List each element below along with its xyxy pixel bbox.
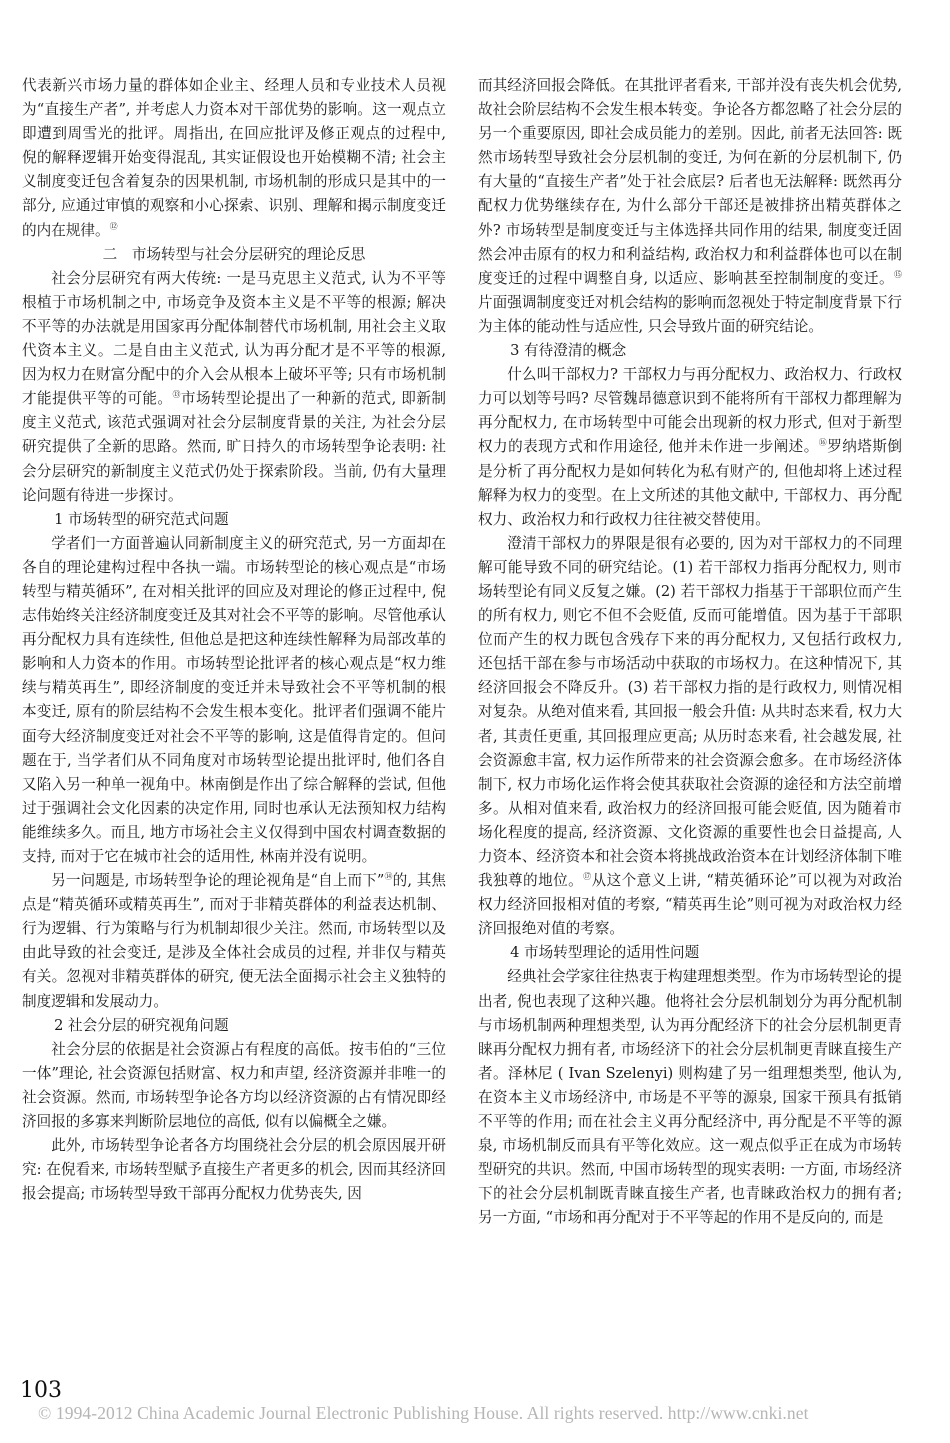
footnote-ref[interactable]: ⑫ [109, 221, 118, 231]
section-heading: 二 市场转型与社会分层研究的理论反思 [102, 245, 366, 263]
paragraph: 另一问题是, 市场转型争论的理论视角是“自上而下”⑭的, 其焦点是“精英循环或精英再生”, 而对于非精英群体的利益表达机制、行为逻辑、行为策略与行为机制却很少关注。然而, 市场转型以及由此导致的社会变迁, 是涉及全体社会成员的过程, 并非仅与精英有关。忽视对非精英群体的研究, 便无法全面揭示社会主义独特的制度逻辑和发展动力。 [22, 872, 447, 1010]
footnote-ref[interactable]: ⑯ [818, 438, 828, 448]
paragraph: 此外, 市场转型争论者各方均围绕社会分层的机会原因展开研究: 在倪看来, 市场转型赋予直接生产者更多的机会, 因而其经济回报会提高; 市场转型导致干部再分配权力优势丧失, 因 [22, 1137, 446, 1203]
paragraph: 经典社会学家往往热衷于构建理想类型。作为市场转型论的提出者, 倪也表现了这种兴趣。他将社会分层机制划分为再分配机制与市场机制两种理想类型, 认为再分配经济下的社会分层机制更青睐再分配权力拥有者, 市场经济下的社会分层机制更青睐直接生产者。泽林尼 ( Ivan Szelenyi) 则构建了另一组理想类型, 他认为, 在资本主义市场经济中, 市场是不平等的源泉, 国家干预具有抵销不平等的作用; 而在社会主义再分配经济中, 再分配是不平等的源泉, 市场机制反而具有平等化效应。这一观点似乎正在成为市场转型研究的共识。然而, 中国市场转型的现实表明: 一方面, 市场经济下的社会分层机制既青睐直接生产者, 也青睐政治权力的拥有者; 另一方面, “市场和再分配对于不平等起的作用不是反向的, 而是 [478, 968, 902, 1227]
copyright-footer: © 1994-2012 China Academic Journal Electronic Publishing House. All rights reserved. http://www.cnki.net [38, 1403, 809, 1423]
paragraph: 社会分层的依据是社会资源占有程度的高低。按韦伯的“三位一体”理论, 社会资源包括财富、权力和声望, 经济资源并非唯一的社会资源。然而, 市场转型争论各方均以经济资源的占有情况即经济回报的多寡来判断阶层地位的高低, 似有以偏概全之嫌。 [22, 1040, 446, 1131]
footnote-ref[interactable]: ⑭ [384, 872, 393, 882]
paragraph: 学者们一方面普遍认同新制度主义的研究范式, 另一方面却在各自的理论建构过程中各执一端。市场转型论的核心观点是“市场转型与精英循环”, 在对相关批评的回应及对理论的修正过程中, 倪志伟始终关注经济制度变迁及其对社会不平等的影响。尽管他承认再分配权力具有连续性, 但他总是把这种连续性解释为局部改革的影响和人力资本的作用。市场转型论批评者的核心观点是“权力维续与精英再生”, 即经济制度的变迁并未导致社会不平等机制的根本变迁, 原有的阶层结构不会发生根本变化。批评者们强调不能片面夸大经济制度变迁对社会不平等的影响, 这是值得肯定的。但问题在于, 当学者们从不同角度对市场转型论提出批评时, 他们各自又陷入另一种单一视角中。林南倒是作出了综合解释的尝试, 但他过于强调社会文化因素的决定作用, 同时也承认无法预知权力结构能维续多久。而且, 地方市场社会主义仅得到中国农村调查数据的支持, 而对于它在城市社会的适用性, 林南并没有说明。 [22, 534, 446, 865]
paragraph: 澄清干部权力的界限是很有必要的, 因为对干部权力的不同理解可能导致不同的研究结论。(1) 若干部权力指再分配权力, 则市场转型论有同义反复之嫌。(2) 若干部权力指基于干部职位而产生的所有权力, 则它不但不会贬值, 反而可能增值。因为基于干部职位而产生的权力既包含残存下来的再分配权力, 又包括行政权力, 还包括干部在参与市场活动中获取的市场权力。在这种情况下, 其经济回报会不降反升。(3) 若干部权力指的是行政权力, 则情况相对复杂。从绝对值来看, 其回报一般会升值: 从共时态来看, 权力大者, 其责任更重, 其回报理应更高; 从历时态来看, 社会越发展, 社会资源愈丰富, 权力运作所带来的社会资源会愈多。在市场经济体制下, 权力市场化运作将会使其获取社会资源的途径和方法空前增多。从相对值来看, 政治权力的经济回报可能会贬值, 因为随着市场化程度的提高, 经济资源、文化资源的重要性也会日益提高, 人力资本、经济资本和社会资本将挑战政治资本在计划经济体制下唯我独尊的地位。⑰从这个意义上讲, “精英循环论”可以视为对政治权力经济回报相对值的考察, “精英再生论”则可视为对政治权力经济回报绝对值的考察。 [478, 534, 902, 938]
footnote-ref[interactable]: ⑰ [583, 872, 592, 882]
paragraph: 而其经济回报会降低。在其批评者看来, 干部并没有丧失机会优势, 故社会阶层结构不会发生根本转变。争论各方都忽略了社会分层的另一个重要原因, 即社会成员能力的差别。因此, 前者无法回答: 既然市场转型导致社会分层机制的变迁, 为何在新的分层机制下, 仍有大量的“直接生产者”处于社会底层? 后者也无法解释: 既然再分配权力优势继续存在, 为什么部分干部还是被排挤出精英群体之外? 市场转型是制度变迁与主体选择共同作用的结果, 制度变迁固然会冲击原有的权力和利益结构, 政治权力和利益群体也可以在制度变迁的过程中调整自身, 以适应、影响甚至控制制度的变迁。⑮片面强调制度变迁对机会结构的影响而忽视处于特定制度背景下行为主体的能动性与适应性, 只会导致片面的研究结论。 [478, 77, 902, 335]
paragraph: 什么叫干部权力? 干部权力与再分配权力、政治权力、行政权力可以划等号吗? 尽管魏昂德意识到不能将所有干部权力都理解为再分配权力, 在市场转型中可能会出现新的权力形式, 但对于新型权力的表现方式和作用途径, 他并未作进一步阐述。⑯罗纳塔斯倒是分析了再分配权力是如何转化为私有财产的, 但他却将上述过程解释为权力的变型。在上文所述的其他文献中, 干部权力、再分配权力、政治权力和行政权力往往被交替使用。 [478, 366, 902, 528]
footnote-ref[interactable]: ⑬ [172, 390, 181, 400]
subsection-heading: 1 市场转型的研究范式问题 [54, 510, 229, 528]
footnote-ref[interactable]: ⑮ [894, 269, 902, 279]
paragraph: 社会分层研究有两大传统: 一是马克思主义范式, 认为不平等根植于市场机制之中, 市场竞争及资本主义是不平等的根源; 解决不平等的办法就是用国家再分配体制替代市场机制, 用社会主义取代资本主义。二是自由主义范式, 认为再分配才是不平等的根源, 因为权力在财富分配中的介入会从根本上破坏平等; 只有市场机制才能提供平等的可能。⑬市场转型论提出了一种新的范式, 即新制度主义范式, 该范式强调对社会分层制度背景的关注, 为社会分层研究提供了全新的思路。然而, 旷日持久的市场转型争论表明: 社会分层研究的新制度主义范式仍处于探索阶段。当前, 仍有大量理论问题有待进一步探讨。 [22, 269, 446, 504]
subsection-heading: 4 市场转型理论的适用性问题 [510, 944, 700, 962]
subsection-heading: 2 社会分层的研究视角问题 [54, 1016, 229, 1034]
right-column [478, 74, 902, 1231]
paragraph: 代表新兴市场力量的群体如企业主、经理人员和专业技术人员视为“直接生产者”, 并考虑人力资本对干部优势的影响。这一观点立即遭到周雪光的批评。周指出, 在回应批评及修正观点的过程中, 倪的解释逻辑开始变得混乱, 其实证假设也开始模糊不清; 社会主义制度变迁包含着复杂的因果机制, 市场机制的形成只是其中的一部分, 应通过审慎的观察和小心探索、识别、理解和揭示制度变迁的内在规律。⑫ [22, 77, 446, 239]
left-column [22, 74, 446, 1206]
subsection-heading: 3 有待澄清的概念 [510, 342, 627, 360]
page-number: 103 [20, 1378, 62, 1403]
